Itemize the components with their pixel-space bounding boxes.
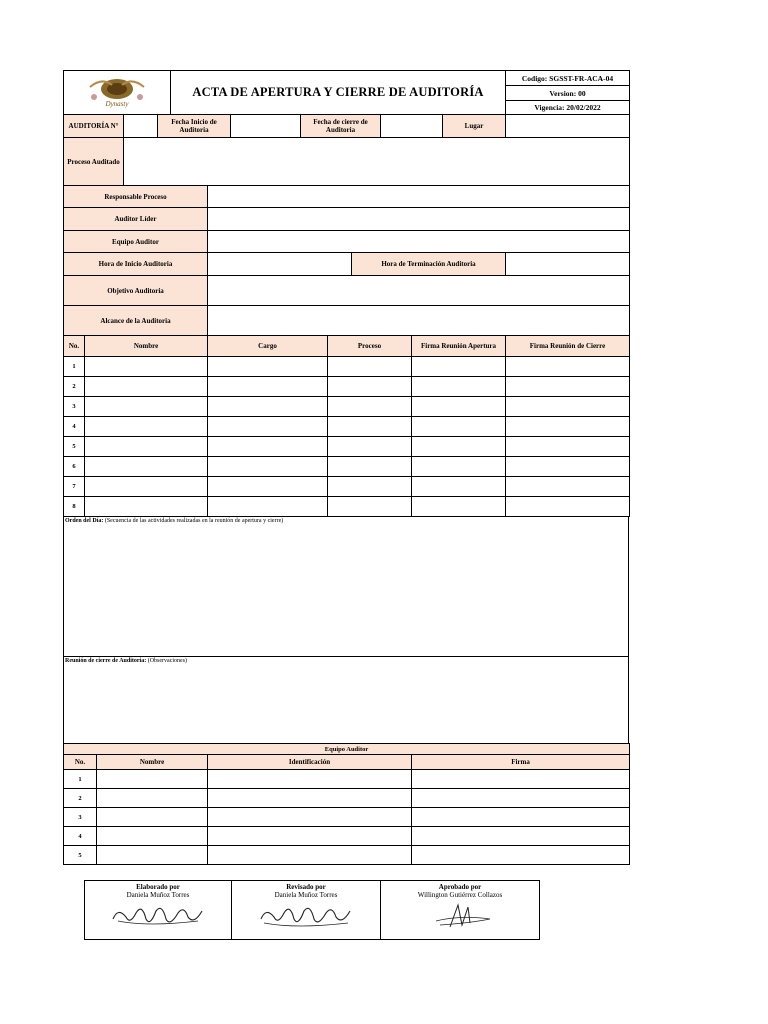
proceso-cell[interactable] xyxy=(328,457,412,477)
cargo-cell[interactable] xyxy=(208,457,328,477)
handwritten-signature-icon xyxy=(410,901,510,931)
lugar-field[interactable] xyxy=(506,115,630,138)
firma-cierre-cell[interactable] xyxy=(506,477,630,497)
team-col-identificacion: Identificación xyxy=(208,755,412,770)
objetivo-field[interactable] xyxy=(208,276,630,306)
team-identificacion-cell[interactable] xyxy=(208,846,412,865)
nombre-cell[interactable] xyxy=(85,497,208,517)
attendance-row xyxy=(64,497,630,517)
col-no: No. xyxy=(64,336,85,357)
form-title: ACTA DE APERTURA Y CIERRE DE AUDITORÍA xyxy=(171,71,506,115)
team-identificacion-cell[interactable] xyxy=(208,789,412,808)
reunion-cierre-label xyxy=(64,657,628,665)
team-row xyxy=(64,770,630,789)
proceso-cell[interactable] xyxy=(328,417,412,437)
team-col-firma: Firma xyxy=(412,755,630,770)
team-col-nombre: Nombre xyxy=(97,755,208,770)
row-number: 1 xyxy=(64,770,97,789)
approval-signatures xyxy=(84,880,540,940)
nombre-cell[interactable] xyxy=(85,417,208,437)
cargo-cell[interactable] xyxy=(208,357,328,377)
proceso-cell[interactable] xyxy=(328,497,412,517)
signature-name: Willington Gutiérrez Collazos xyxy=(417,891,503,899)
firma-cierre-cell[interactable] xyxy=(506,397,630,417)
form-version: Version: 00 xyxy=(506,86,630,101)
company-logo xyxy=(64,71,171,115)
audit-details xyxy=(63,185,630,336)
alcance-field[interactable] xyxy=(208,306,630,336)
team-firma-cell[interactable] xyxy=(412,827,630,846)
row-number: 3 xyxy=(64,808,97,827)
attendance-row xyxy=(64,397,630,417)
cargo-cell[interactable] xyxy=(208,377,328,397)
proceso-cell[interactable] xyxy=(328,377,412,397)
col-nombre: Nombre xyxy=(85,336,208,357)
row-number: 5 xyxy=(64,437,85,457)
firma-apertura-cell[interactable] xyxy=(412,497,506,517)
responsable-proceso-field[interactable] xyxy=(208,186,630,208)
hora-inicio-label: Hora de Inicio Auditoria xyxy=(64,253,208,276)
cierre-title: Reunión de cierre de Auditoria: xyxy=(65,658,147,664)
firma-apertura-cell[interactable] xyxy=(412,437,506,457)
col-proceso: Proceso xyxy=(328,336,412,357)
col-firma-apertura: Firma Reunión Apertura xyxy=(412,336,506,357)
team-row xyxy=(64,846,630,865)
firma-apertura-cell[interactable] xyxy=(412,397,506,417)
row-number: 4 xyxy=(64,827,97,846)
auditor-lider-label: Auditor Líder xyxy=(64,208,208,231)
cargo-cell[interactable] xyxy=(208,437,328,457)
proceso-cell[interactable] xyxy=(328,357,412,377)
firma-cierre-cell[interactable] xyxy=(506,377,630,397)
cargo-cell[interactable] xyxy=(208,477,328,497)
orden-title: Orden del Día: xyxy=(65,518,104,524)
fecha-cierre-label: Fecha de cierre de Auditoria xyxy=(301,115,381,138)
row-number: 2 xyxy=(64,789,97,808)
firma-apertura-cell[interactable] xyxy=(412,377,506,397)
team-identificacion-cell[interactable] xyxy=(208,808,412,827)
nombre-cell[interactable] xyxy=(85,477,208,497)
signature-name: Daniela Muñoz Torres xyxy=(274,891,338,899)
team-title: Equipo Auditor xyxy=(64,744,630,755)
team-table xyxy=(63,743,630,865)
cargo-cell[interactable] xyxy=(208,397,328,417)
col-firma-cierre: Firma Reunión de Cierre xyxy=(506,336,630,357)
attendance-row xyxy=(64,457,630,477)
team-row xyxy=(64,789,630,808)
nombre-cell[interactable] xyxy=(85,357,208,377)
row-number: 6 xyxy=(64,457,85,477)
nombre-cell[interactable] xyxy=(85,397,208,417)
team-firma-cell[interactable] xyxy=(412,808,630,827)
signature-role: Revisado por xyxy=(286,883,326,891)
firma-cierre-cell[interactable] xyxy=(506,457,630,477)
form-header xyxy=(63,70,630,115)
team-row xyxy=(64,808,630,827)
cargo-cell[interactable] xyxy=(208,497,328,517)
proceso-cell[interactable] xyxy=(328,437,412,457)
fecha-cierre-field[interactable] xyxy=(381,115,443,138)
audit-info xyxy=(63,114,630,186)
fecha-inicio-label: Fecha Inicio de Auditoria xyxy=(158,115,231,138)
nombre-cell[interactable] xyxy=(85,457,208,477)
equipo-auditor-field[interactable] xyxy=(208,231,630,253)
form-code: Codigo: SGSST-FR-ACA-04 xyxy=(506,71,630,86)
firma-cierre-cell[interactable] xyxy=(506,437,630,457)
team-nombre-cell[interactable] xyxy=(97,846,208,865)
firma-apertura-cell[interactable] xyxy=(412,417,506,437)
row-number: 7 xyxy=(64,477,85,497)
nombre-cell[interactable] xyxy=(85,377,208,397)
hora-inicio-field[interactable] xyxy=(208,253,352,276)
fecha-inicio-field[interactable] xyxy=(231,115,301,138)
signature-role: Aprobado por xyxy=(438,883,482,891)
signature-elaborado xyxy=(85,881,232,940)
row-number: 5 xyxy=(64,846,97,865)
firma-apertura-cell[interactable] xyxy=(412,457,506,477)
firma-apertura-cell[interactable] xyxy=(412,477,506,497)
cierre-note: (Observaciones) xyxy=(147,658,188,664)
team-nombre-cell[interactable] xyxy=(97,770,208,789)
firma-apertura-cell[interactable] xyxy=(412,357,506,377)
row-number: 8 xyxy=(64,497,85,517)
firma-cierre-cell[interactable] xyxy=(506,417,630,437)
attendance-row xyxy=(64,377,630,397)
logo-emblem-icon xyxy=(72,73,162,111)
reunion-cierre-area[interactable] xyxy=(63,657,629,744)
firma-cierre-cell[interactable] xyxy=(506,497,630,517)
logo-text: Dynasty xyxy=(105,99,129,108)
form-vigencia: Vigencia: 20/02/2022 xyxy=(506,101,630,115)
col-cargo: Cargo xyxy=(208,336,328,357)
team-firma-cell[interactable] xyxy=(412,770,630,789)
auditoria-number-label: AUDITORÍA N° xyxy=(64,115,124,138)
attendance-row xyxy=(64,477,630,497)
proceso-cell[interactable] xyxy=(328,477,412,497)
orden-del-dia-label xyxy=(64,517,628,525)
team-nombre-cell[interactable] xyxy=(97,789,208,808)
lugar-label: Lugar xyxy=(443,115,506,138)
orden-del-dia-area[interactable] xyxy=(63,517,629,657)
attendance-row xyxy=(64,357,630,377)
row-number: 3 xyxy=(64,397,85,417)
proceso-auditado-label: Proceso Auditado xyxy=(64,138,124,186)
team-identificacion-cell[interactable] xyxy=(208,827,412,846)
attendance-table xyxy=(63,335,630,517)
team-firma-cell[interactable] xyxy=(412,846,630,865)
audit-form xyxy=(63,70,629,865)
team-nombre-cell[interactable] xyxy=(97,808,208,827)
signature-revisado xyxy=(232,881,381,940)
nombre-cell[interactable] xyxy=(85,437,208,457)
hora-fin-label: Hora de Terminación Auditoria xyxy=(352,253,506,276)
objetivo-label: Objetivo Auditoria xyxy=(64,276,208,306)
handwritten-signature-icon xyxy=(256,901,356,931)
proceso-auditado-field[interactable] xyxy=(124,138,630,186)
signature-role: Elaborado por xyxy=(136,883,180,891)
orden-note: (Secuencia de las actividades realizadas en la reunión de apertura y cierre) xyxy=(104,518,284,524)
row-number: 2 xyxy=(64,377,85,397)
auditor-lider-field[interactable] xyxy=(208,208,630,231)
signature-name: Daniela Muñoz Torres xyxy=(126,891,190,899)
team-col-no: No. xyxy=(64,755,97,770)
attendance-row xyxy=(64,437,630,457)
row-number: 1 xyxy=(64,357,85,377)
proceso-cell[interactable] xyxy=(328,397,412,417)
signature-aprobado xyxy=(381,881,540,940)
row-number: 4 xyxy=(64,417,85,437)
cargo-cell[interactable] xyxy=(208,417,328,437)
hora-fin-field[interactable] xyxy=(506,253,630,276)
team-firma-cell[interactable] xyxy=(412,789,630,808)
responsable-proceso-label: Responsable Proceso xyxy=(64,186,208,208)
attendance-row xyxy=(64,417,630,437)
alcance-label: Alcance de la Auditoria xyxy=(64,306,208,336)
team-nombre-cell[interactable] xyxy=(97,827,208,846)
auditoria-number-field[interactable] xyxy=(124,115,158,138)
team-identificacion-cell[interactable] xyxy=(208,770,412,789)
equipo-auditor-label: Equipo Auditor xyxy=(64,231,208,253)
handwritten-signature-icon xyxy=(108,901,208,931)
team-row xyxy=(64,827,630,846)
firma-cierre-cell[interactable] xyxy=(506,357,630,377)
